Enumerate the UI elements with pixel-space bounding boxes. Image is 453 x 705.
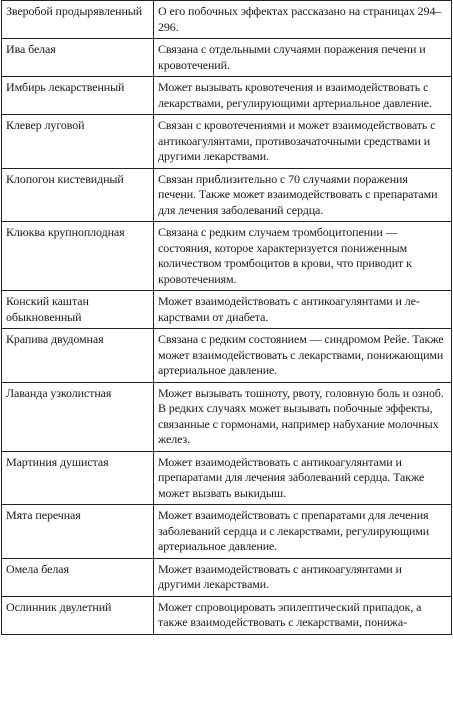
effect-description-cell: Может вызывать кровотечения и взаимодействовать с лекарствами, регулирующими артериальное давление. [154, 77, 452, 115]
herb-side-effects-table [1, 0, 452, 635]
table-row [2, 1, 452, 39]
table-row [2, 329, 452, 383]
effect-description-cell: Связана с редким состоянием — синдромом Рейе. Также может взаимодействовать с лекарствами, понижающими артериальное давление. [154, 329, 452, 383]
effect-description-cell: Связан с кровотечениями и может взаимодействовать с антикоагулянтами, противозачаточными средствами и другими лекарствами. [154, 115, 452, 169]
effect-description-cell: Связан приблизительно с 70 случаями поражения печени. Также может взаимодействовать с препаратами для лечения заболеваний сердца. [154, 168, 452, 222]
document-page [1, 0, 452, 705]
table-row [2, 505, 452, 559]
effect-description-cell: Может взаимодействовать с антикоагулянтами и другими лекарствами. [154, 558, 452, 596]
effect-description-cell: Может вызывать тошноту, рвоту, головную боль и озноб. В редких случаях может вызывать побочные эффекты, связанные с гормонами, например набухание молочных желез. [154, 382, 452, 451]
herb-name-cell: Мята перечная [2, 505, 154, 559]
herb-name-cell: Лаванда узколистная [2, 382, 154, 451]
effect-description-cell: Связана с редким случаем тромбоцитопении — состояния, которое характеризуется пониженным количеством тромбоцитов в крови, что приводит к кровотечениям. [154, 222, 452, 291]
herb-name-cell: Ива белая [2, 39, 154, 77]
table-row [2, 168, 452, 222]
herb-name-cell: Ослинник двулетний [2, 596, 154, 634]
table-row [2, 596, 452, 634]
effect-description-cell: О его побочных эффектах рассказано на страницах 294–296. [154, 1, 452, 39]
effect-description-cell: Может взаимодействовать с антикоагулянтами и лекарствами от диабета. [154, 291, 452, 329]
effect-description-cell: Может спровоцировать эпилептический припадок, а также взаимодействовать с лекарствами, понижа- [154, 596, 452, 634]
table-row [2, 382, 452, 451]
herb-name-cell: Зверобой продырявленный [2, 1, 154, 39]
herb-name-cell: Клевер луговой [2, 115, 154, 169]
herb-name-cell: Конский каштан обыкновенный [2, 291, 154, 329]
herb-name-cell: Клюква крупноплодная [2, 222, 154, 291]
herb-name-cell: Крапива двудомная [2, 329, 154, 383]
table-row [2, 558, 452, 596]
effect-description-cell: Может взаимодействовать с препаратами для лечения заболеваний сердца и с лекарствами, регулирующими артериальное давление. [154, 505, 452, 559]
table-row [2, 39, 452, 77]
table-row [2, 291, 452, 329]
table-row [2, 77, 452, 115]
herb-name-cell: Мартиния душистая [2, 451, 154, 505]
herb-name-cell: Имбирь лекарственный [2, 77, 154, 115]
effect-description-cell: Может взаимодействовать с антикоагулянтами и препаратами для лечения заболеваний сердца. Также может вызвать выкидыш. [154, 451, 452, 505]
table-row [2, 115, 452, 169]
table-row [2, 451, 452, 505]
herb-name-cell: Омела белая [2, 558, 154, 596]
table-row [2, 222, 452, 291]
effect-description-cell: Связана с отдельными случаями поражения печени и кровотечений. [154, 39, 452, 77]
herb-name-cell: Клопогон кистевидный [2, 168, 154, 222]
